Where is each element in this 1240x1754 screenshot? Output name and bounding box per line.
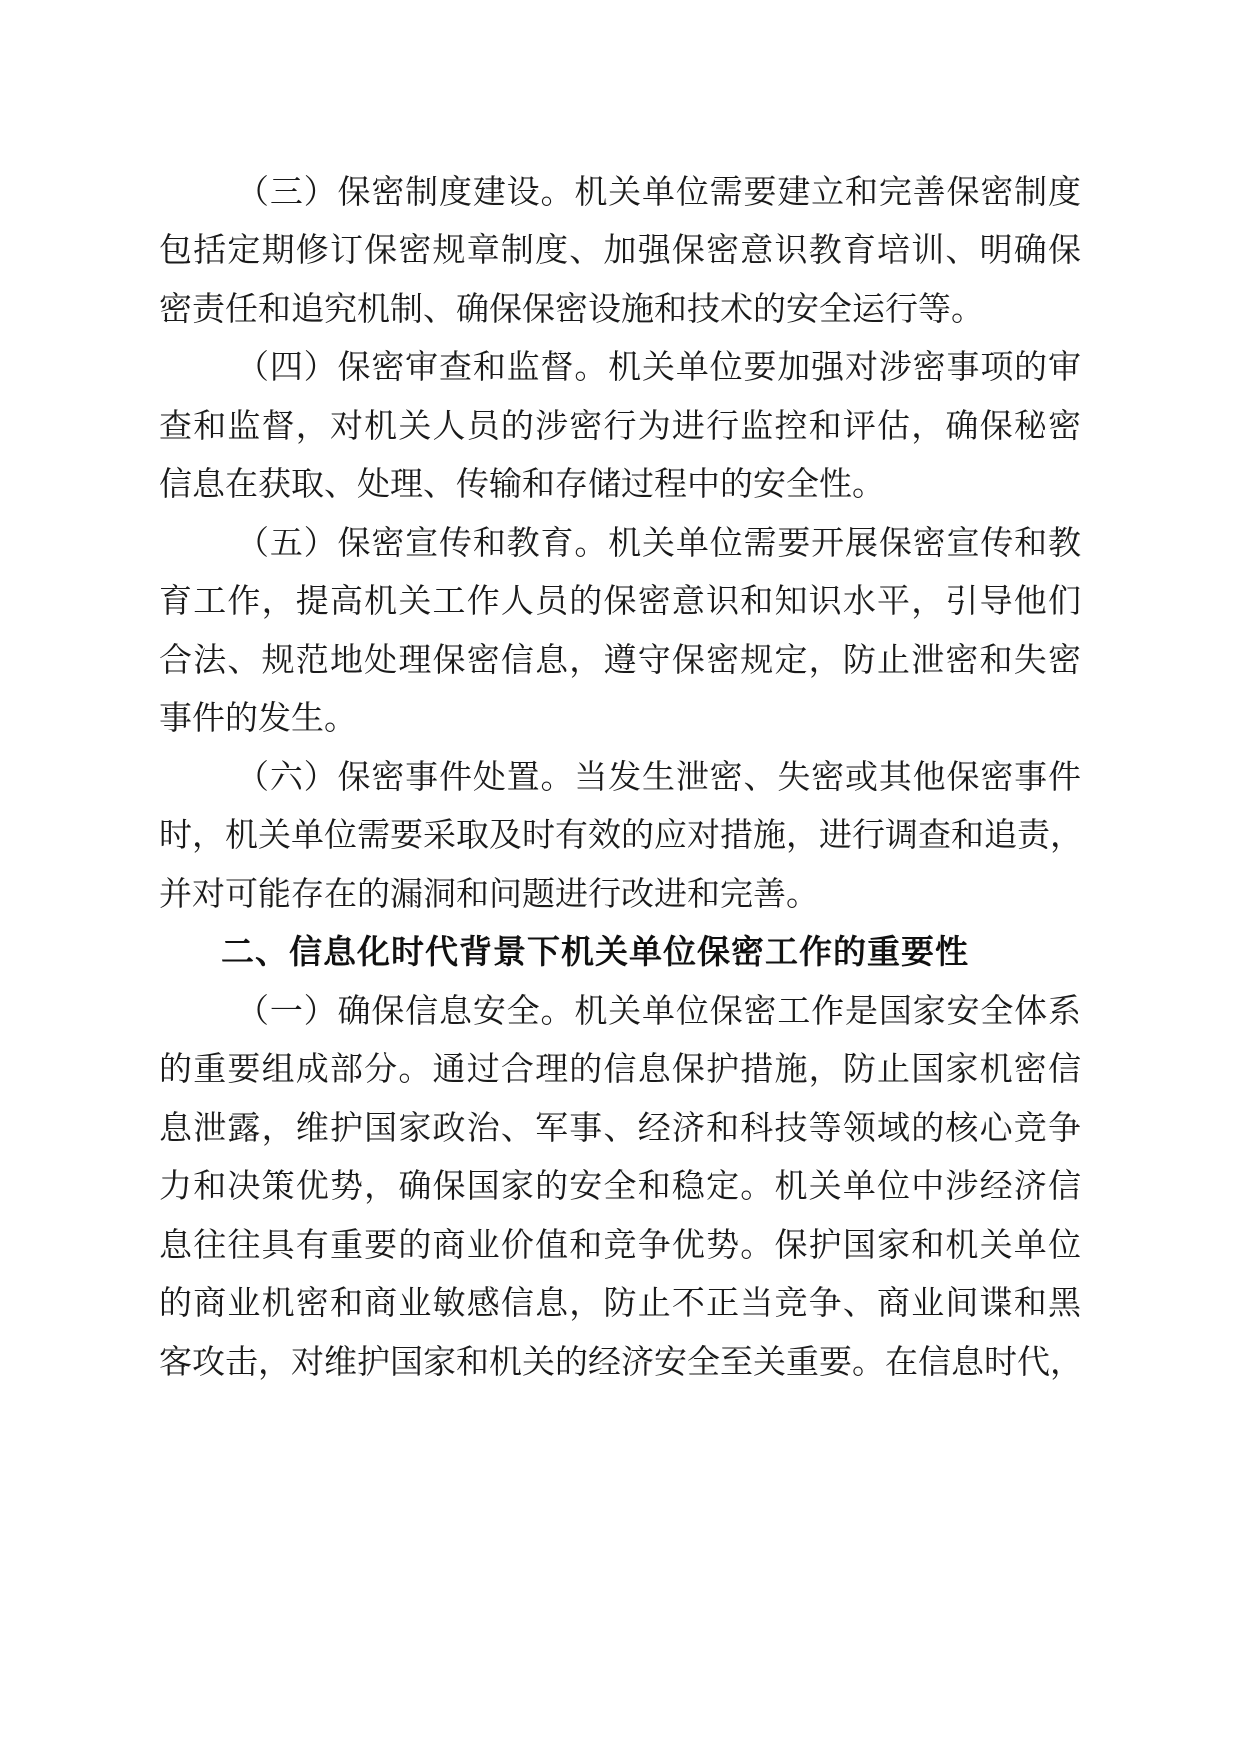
paragraph-line: 育工作，提高机关工作人员的保密意识和知识水平，引导他们 [159,581,1081,620]
paragraph-line: 并对可能存在的漏洞和问题进行改进和完善。 [159,874,819,913]
paragraph-line: 包括定期修订保密规章制度、加强保密意识教育培训、明确保 [159,230,1081,269]
paragraph-line: 合法、规范地处理保密信息，遵守保密规定，防止泄密和失密 [159,640,1081,679]
paragraph-line: （三）保密制度建设。机关单位需要建立和完善保密制度 [236,172,1081,211]
section-heading: 二、信息化时代背景下机关单位保密工作的重要性 [221,932,969,971]
paragraph-line: 信息在获取、处理、传输和存储过程中的安全性。 [159,464,885,503]
paragraph-line: （一）确保信息安全。机关单位保密工作是国家安全体系 [236,991,1081,1030]
paragraph-line: 力和决策优势，确保国家的安全和稳定。机关单位中涉经济信 [159,1166,1081,1205]
paragraph-line: 的重要组成部分。通过合理的信息保护措施，防止国家机密信 [159,1049,1081,1088]
paragraph-line: 事件的发生。 [159,698,357,737]
paragraph-line: 时，机关单位需要采取及时有效的应对措施，进行调查和追责， [159,815,1083,854]
paragraph-line: （五）保密宣传和教育。机关单位需要开展保密宣传和教 [236,523,1081,562]
paragraph-line: 息泄露，维护国家政治、军事、经济和科技等领域的核心竞争 [159,1108,1081,1147]
paragraph-line: 客攻击，对维护国家和机关的经济安全至关重要。在信息时代， [159,1342,1083,1381]
paragraph-line: 查和监督，对机关人员的涉密行为进行监控和评估，确保秘密 [159,406,1081,445]
paragraph-line: 密责任和追究机制、确保保密设施和技术的安全运行等。 [159,289,984,328]
paragraph-line: （六）保密事件处置。当发生泄密、失密或其他保密事件 [236,757,1081,796]
paragraph-line: 息往往具有重要的商业价值和竞争优势。保护国家和机关单位 [159,1225,1081,1264]
paragraph-line: 的商业机密和商业敏感信息，防止不正当竞争、商业间谍和黑 [159,1283,1081,1322]
paragraph-line: （四）保密审查和监督。机关单位要加强对涉密事项的审 [236,347,1081,386]
